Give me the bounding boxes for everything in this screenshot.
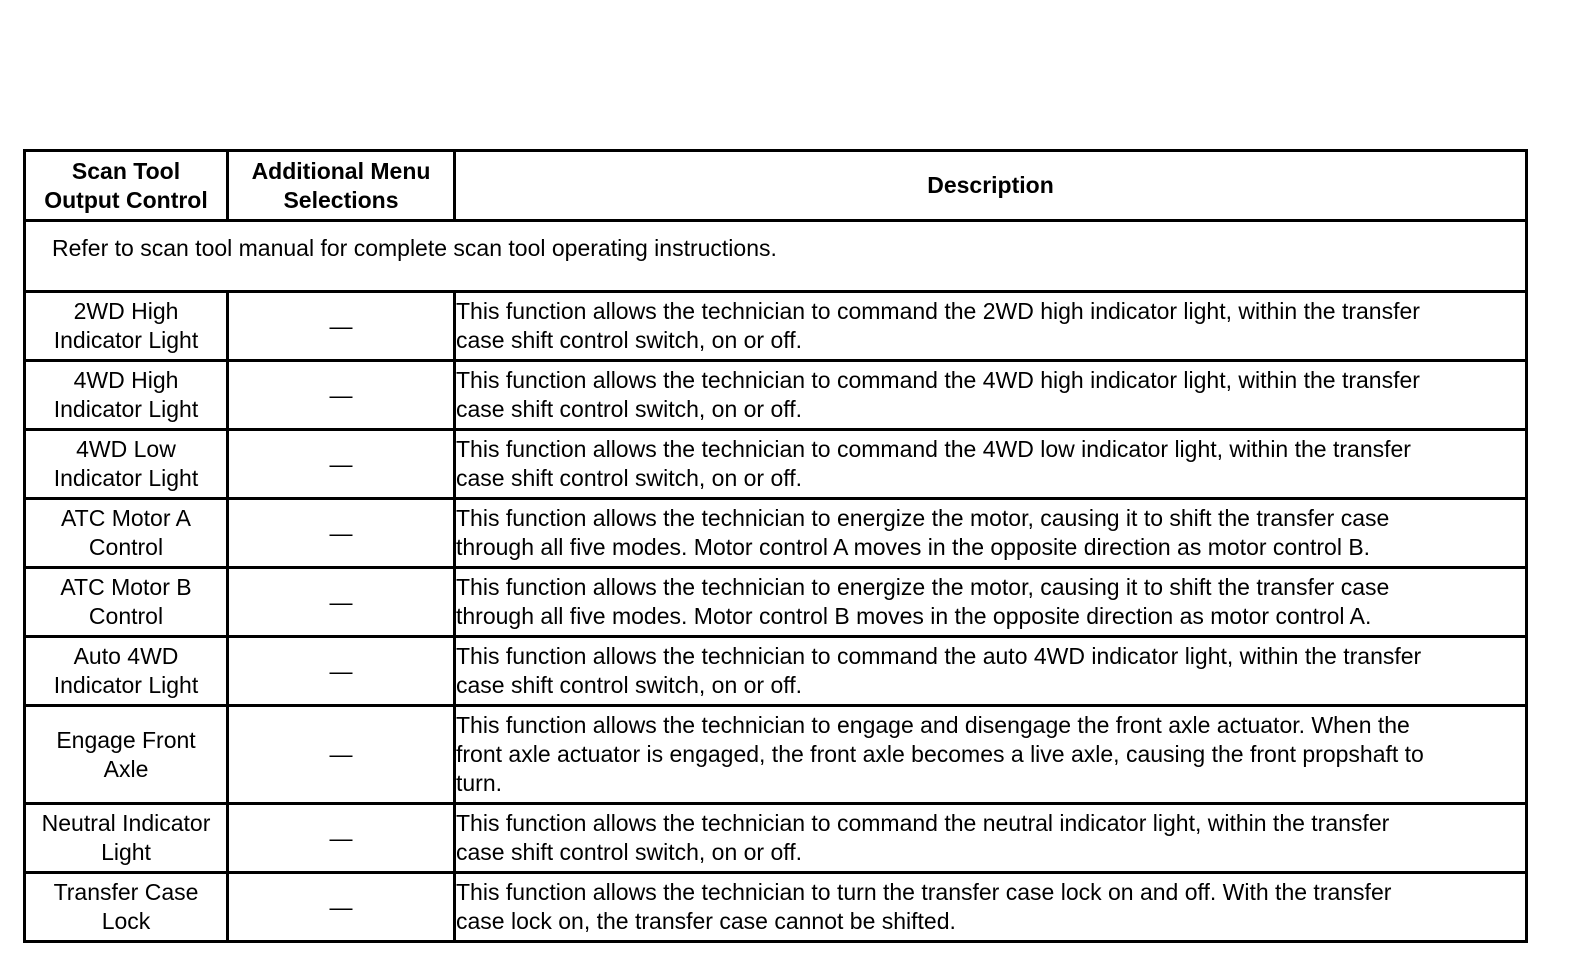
description-line: This function allows the technician to turn the transfer case lock on and off. With the transfer xyxy=(456,879,1392,905)
control-name-line: Indicator Light xyxy=(53,465,199,491)
table-row xyxy=(25,499,1527,568)
control-name-cell xyxy=(25,873,228,942)
description-line: This function allows the technician to energize the motor, causing it to shift the transfer case xyxy=(456,505,1390,531)
column-header-control-line: Scan Tool xyxy=(71,157,181,184)
description-line: This function allows the technician to command the neutral indicator light, within the transfer xyxy=(456,810,1390,836)
description-cell xyxy=(455,361,1527,430)
description-line: case shift control switch, on or off. xyxy=(456,465,803,491)
menu-selection-cell: — xyxy=(228,430,455,499)
menu-selection-cell: — xyxy=(228,804,455,873)
menu-selection-cell: — xyxy=(228,873,455,942)
description-line: case lock on, the transfer case cannot be shifted. xyxy=(456,908,956,934)
table-row xyxy=(25,804,1527,873)
description-line: through all five modes. Motor control B moves in the opposite direction as motor control A. xyxy=(456,603,1372,629)
control-name-line: ATC Motor B xyxy=(60,574,192,600)
control-name-line: 4WD High xyxy=(73,367,179,393)
table-row xyxy=(25,292,1527,361)
table-row xyxy=(25,361,1527,430)
control-name-line: Lock xyxy=(101,908,151,934)
description-cell xyxy=(455,499,1527,568)
column-header-menu-line: Additional Menu xyxy=(251,157,431,184)
description-line: turn. xyxy=(456,770,503,796)
description-line: case shift control switch, on or off. xyxy=(456,672,803,698)
menu-selection-cell: — xyxy=(228,361,455,430)
control-name-cell xyxy=(25,706,228,804)
menu-selection-cell: — xyxy=(228,706,455,804)
table-note: Refer to scan tool manual for complete scan tool operating instructions. xyxy=(25,221,1527,292)
description-line: case shift control switch, on or off. xyxy=(456,396,803,422)
control-name-line: Control xyxy=(88,603,164,629)
description-line: case shift control switch, on or off. xyxy=(456,839,803,865)
description-cell xyxy=(455,637,1527,706)
control-name-cell xyxy=(25,361,228,430)
column-header-control xyxy=(25,151,228,221)
control-name-line: ATC Motor A xyxy=(61,505,191,531)
table-note-row xyxy=(25,221,1527,292)
column-header-description: Description xyxy=(455,151,1527,221)
column-header-menu xyxy=(228,151,455,221)
table-row xyxy=(25,706,1527,804)
control-name-line: Engage Front xyxy=(56,726,196,753)
control-name-line: Transfer Case xyxy=(53,879,199,905)
control-name-cell xyxy=(25,804,228,873)
description-line: This function allows the technician to engage and disengage the front axle actuator. When the xyxy=(456,712,1410,738)
control-name-cell xyxy=(25,430,228,499)
description-line: This function allows the technician to command the 4WD low indicator light, within the transfer xyxy=(456,436,1411,462)
column-header-menu-line: Selections xyxy=(283,186,399,213)
control-name-line: Indicator Light xyxy=(53,327,199,353)
control-name-cell xyxy=(25,568,228,637)
control-name-line: Control xyxy=(88,534,164,560)
menu-selection-cell: — xyxy=(228,499,455,568)
table-header-row xyxy=(25,151,1527,221)
description-line: This function allows the technician to command the 4WD high indicator light, within the transfer xyxy=(456,367,1420,393)
description-cell xyxy=(455,430,1527,499)
control-name-line: Light xyxy=(101,839,151,865)
description-line: front axle actuator is engaged, the front axle becomes a live axle, causing the front propshaft to xyxy=(456,741,1424,767)
description-line: This function allows the technician to command the 2WD high indicator light, within the transfer xyxy=(456,298,1420,324)
description-cell xyxy=(455,873,1527,942)
description-cell xyxy=(455,568,1527,637)
output-control-table-wrapper xyxy=(23,149,1525,943)
control-name-cell xyxy=(25,292,228,361)
control-name-line: Axle xyxy=(103,755,149,782)
description-line: This function allows the technician to command the auto 4WD indicator light, within the transfer xyxy=(456,643,1422,669)
output-control-table xyxy=(23,149,1528,943)
control-name-cell xyxy=(25,637,228,706)
description-line: through all five modes. Motor control A moves in the opposite direction as motor control B. xyxy=(456,534,1371,560)
description-cell xyxy=(455,804,1527,873)
table-row xyxy=(25,637,1527,706)
description-line: case shift control switch, on or off. xyxy=(456,327,803,353)
description-cell xyxy=(455,292,1527,361)
control-name-cell xyxy=(25,499,228,568)
control-name-line: Neutral Indicator xyxy=(41,810,211,836)
control-name-line: Indicator Light xyxy=(53,396,199,422)
menu-selection-cell: — xyxy=(228,568,455,637)
table-row xyxy=(25,873,1527,942)
menu-selection-cell: — xyxy=(228,637,455,706)
control-name-line: Auto 4WD xyxy=(73,643,179,669)
control-name-line: Indicator Light xyxy=(53,672,199,698)
column-header-control-line: Output Control xyxy=(44,186,208,213)
table-row xyxy=(25,568,1527,637)
description-cell xyxy=(455,706,1527,804)
control-name-line: 2WD High xyxy=(73,298,179,324)
table-row xyxy=(25,430,1527,499)
menu-selection-cell: — xyxy=(228,292,455,361)
control-name-line: 4WD Low xyxy=(76,436,176,462)
description-line: This function allows the technician to energize the motor, causing it to shift the transfer case xyxy=(456,574,1390,600)
